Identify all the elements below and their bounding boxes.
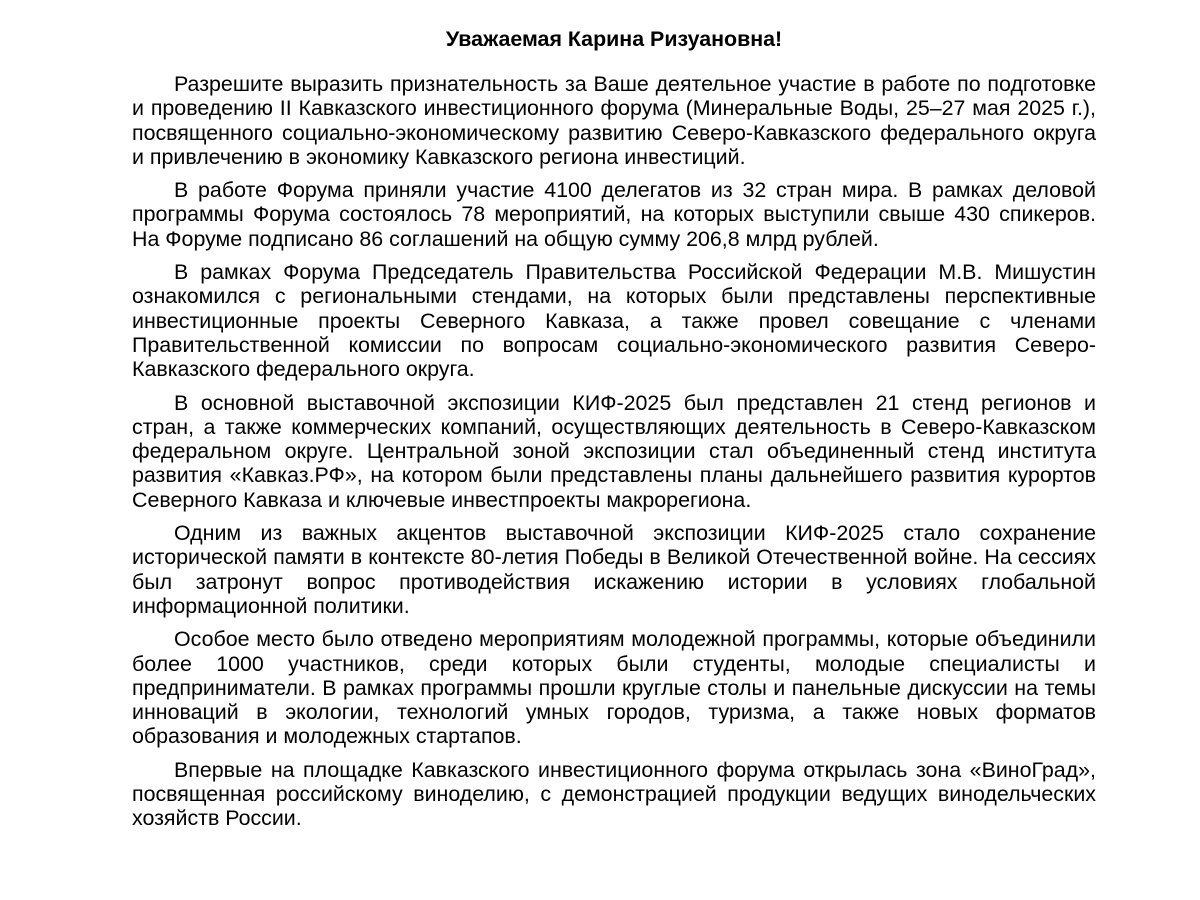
paragraph-gratitude: Разрешите выразить признательность за Ваше деятельное участие в работе по подготовке и проведению II Кавказского инвестиционного форума (Минеральные Воды, 25–27 мая 2025 г.), посвященного социально-экономическому развитию Северо-Кавказского федерального округа и привлечению в экономику Кавказского региона инвестиций. — [132, 72, 1096, 169]
paragraph-exhibition: В основной выставочной экспозиции КИФ-2025 был представлен 21 стенд регионов и стран, а также коммерческих компаний, осуществляющих деятельность в Северо-Кавказском федеральном округе. Центральной зоной экспозиции стал объединенный стенд института развития «Кавказ.РФ», на котором были представлены планы дальнейшего развития курортов Северного Кавказа и ключевые инвестпроекты макрорегиона. — [132, 390, 1096, 512]
paragraph-forum-statistics: В работе Форума приняли участие 4100 делегатов из 32 стран мира. В рамках деловой программы Форума состоялось 78 мероприятий, на которых выступили свыше 430 спикеров. На Форуме подписано 86 соглашений на общую сумму 206,8 млрд рублей. — [132, 178, 1096, 251]
paragraph-historical-memory: Одним из важных акцентов выставочной экспозиции КИФ-2025 стало сохранение исторической памяти в контексте 80-летия Победы в Великой Отечественной войне. На сессиях был затронут вопрос противодействия искажению истории в условиях глобальной информационной политики. — [132, 521, 1096, 618]
salutation: Уважаемая Карина Ризуановна! — [445, 27, 783, 51]
letter-body — [132, 26, 1096, 831]
paragraph-vinograd-zone: Впервые на площадке Кавказского инвестиционного форума открылась зона «ВиноГрад», посвященная российскому виноделию, с демонстрацией продукции ведущих винодельческих хозяйств России. — [132, 757, 1096, 831]
paragraph-prime-minister-visit: В рамках Форума Председатель Правительства Российской Федерации М.В. Мишустин ознакомился с региональными стендами, на которых были представлены перспективные инвестиционные проекты Северного Кавказа, а также провел совещание с членами Правительственной комиссии по вопросам социально-экономического развития Северо-Кавказского федерального округа. — [132, 260, 1096, 382]
paragraph-youth-program: Особое место было отведено мероприятиям молодежной программы, которые объединили более 1000 участников, среди которых были студенты, молодые специалисты и предприниматели. В рамках программы прошли круглые столы и панельные дискуссии на темы инноваций в экологии, технологий умных городов, туризма, а также новых форматов образования и молодежных стартапов. — [132, 627, 1096, 749]
